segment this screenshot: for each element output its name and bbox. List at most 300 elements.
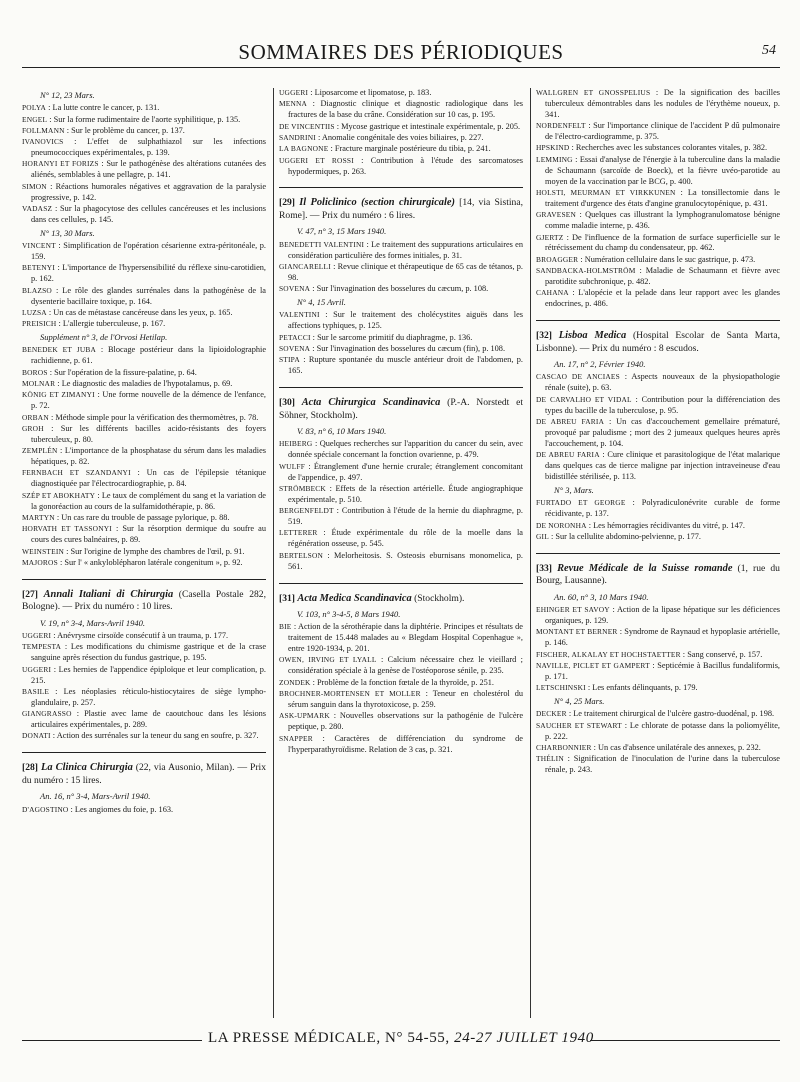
entry-author: BLAZSO	[22, 285, 52, 295]
entry-author: DE VINCENTIIS	[279, 121, 335, 131]
entry-title: : L'allergie tuberculeuse, p. 167.	[56, 319, 166, 329]
entry-title: : De l'influence de la formation de surface superficielle sur le rétrécissement du champ du condensateur, pp. 462.	[545, 232, 780, 253]
article-entry	[22, 424, 266, 446]
entry-title: : Les hémorragies récidivantes du vitré, p. 147.	[586, 520, 745, 530]
entry-title: : Cure clinique et parasitologique de l'état malarique dans quelques cas de tierce maligne par injection intraveineuse d'eau bidistillée stérilisée, p. 113.	[545, 450, 780, 482]
entry-author: DE NORONHA	[536, 520, 587, 530]
entry-author: BERGENFELDT	[279, 506, 334, 516]
article-entry	[22, 805, 266, 816]
article-entry	[22, 286, 266, 308]
article-entry	[22, 345, 266, 367]
entry-title: : La lutte contre le cancer, p. 131.	[46, 103, 160, 113]
entry-author: SIMON	[22, 181, 47, 191]
entry-title: : Action de la sérothérapie dans la diphtérie. Principes et résultats de traitement de 15.448 malades au « Blegdam Hospital Copenhague », entre 1920-1934, p. 201.	[288, 622, 523, 654]
journal-name: Annali Italiani di Chirurgia	[43, 588, 174, 600]
entry-title: : Sur l' « ankyloblépharon latérale congenitum », p. 92.	[57, 557, 243, 567]
column-3	[536, 88, 780, 1018]
journal-number: [33]	[536, 562, 552, 574]
article-entry	[536, 255, 780, 266]
journal-name: Acta Medica Scandinavica	[297, 592, 412, 604]
entry-title: : Sur l'invagination des bosselures du cæcum, p. 108.	[310, 284, 489, 294]
entry-title: : Effets de la résection artérielle. Étude angiographique expérimentale, p. 510.	[288, 483, 523, 504]
article-entry	[536, 743, 780, 754]
issue-heading: N° 4, 15 Avril.	[297, 297, 346, 308]
article-entry	[22, 524, 266, 546]
section-separator	[279, 583, 523, 584]
entry-author: FERNBACH ET SZANDANYI	[22, 468, 131, 478]
page-footer	[22, 1030, 780, 1054]
footer-rule	[22, 1040, 202, 1041]
journal-details: (1, rue du Bourg, Lausanne).	[536, 562, 780, 587]
article-entry	[22, 390, 266, 412]
article-entry	[279, 144, 523, 155]
entry-title: : Un cas d'accouchement gemellaire prématuré, provoqué par paludisme ; mort des 2 jumeaux quelques heures après l'accouchement, p. 104.	[545, 417, 780, 448]
entry-title: : Fracture marginale postérieure du tibia, p. 241.	[328, 144, 491, 154]
entry-author: SANDBACKA-HOLMSTRÖM	[536, 266, 636, 276]
entry-title: : Les modifications du chimisme gastrique et de la crase sanguine après résection du fundus gastrique, p. 195.	[31, 642, 266, 663]
entry-title: : Problème de la fonction fœtale de la thyroïde, p. 251.	[310, 677, 494, 687]
entry-author: MONTANT ET BERNER	[536, 627, 618, 637]
entry-title: : Un cas de l'épilepsie tétanique diagnostiquée par l'électrocardiographie, p. 84.	[31, 468, 266, 489]
article-entry	[536, 288, 780, 310]
entry-author: LA BAGNONE	[279, 144, 329, 154]
entry-title: : Caractères de différenciation du syndrome de l'hyperparathyroïdisme. Relation de 3 cas, p. 321.	[288, 733, 523, 754]
issue-heading: V. 47, n° 3, 15 Mars 1940.	[297, 226, 387, 237]
entry-author: VINCENT	[22, 241, 56, 251]
article-entry	[22, 137, 266, 159]
entry-author: HORANYI ET FORIZS	[22, 159, 99, 169]
entry-title: : Aspects nouveaux de la physiopathologie rénale (suite), p. 63.	[545, 372, 780, 393]
entry-title: : Sur l'importance clinique de l'accident P dû pulmonaire de l'électro-cardiogramme, p. 375.	[545, 121, 780, 142]
entry-title: : Maladie de Schaumann et fièvre avec parotidite subchronique, p. 482.	[545, 266, 780, 287]
article-entry	[279, 506, 523, 528]
journal-heading	[279, 592, 523, 606]
issue-heading: Supplément n° 3, de l'Orvosi Hetilap.	[40, 332, 168, 343]
issue-heading: N° 12, 23 Mars.	[40, 90, 95, 100]
entry-author: HOLSTI, MEURMAN ET VIRKKUNEN	[536, 188, 676, 197]
entry-author: UGGERI ET ROSSI	[279, 155, 354, 165]
article-entry	[22, 665, 266, 687]
article-entry	[536, 498, 780, 520]
page-title: SOMMAIRES DES PÉRIODIQUES	[238, 40, 564, 64]
article-entry	[536, 372, 780, 394]
article-entry	[279, 333, 523, 344]
article-entry	[22, 182, 266, 204]
article-entry	[536, 233, 780, 255]
footer-citation	[208, 1030, 594, 1047]
entry-author: STIPA	[279, 355, 300, 365]
article-entry	[22, 263, 266, 285]
article-entry	[279, 284, 523, 295]
column-divider	[273, 88, 274, 1018]
article-entry	[279, 462, 523, 484]
article-entry	[279, 99, 523, 121]
entry-author: FURTADO ET GEORGE	[536, 498, 626, 508]
footer-journal: LA PRESSE MÉDICALE, N° 54-55,	[208, 1030, 450, 1046]
entry-title: : Sur l'invagination des bosselures du cæcum (fin), p. 108.	[310, 343, 506, 353]
entry-author: ASK-UPMARK	[279, 711, 330, 721]
section-separator	[22, 752, 266, 753]
entry-title: : Réactions humorales négatives et aggravation de la paralysie progressive, p. 142.	[31, 181, 266, 202]
section-separator	[536, 320, 780, 321]
page-number: 54	[762, 43, 776, 58]
entry-title: : Anévrysme cirsoïde consécutif à un trauma, p. 177.	[51, 631, 229, 641]
entry-title: : Un cas d'absence unilatérale des annexes, p. 232.	[591, 742, 761, 752]
journal-heading	[536, 562, 780, 588]
entry-title: : Septicémie à Bacillus fundaliformis, p. 171.	[545, 660, 780, 681]
entry-title: : Diagnostic clinique et diagnostic radiologique dans les fractures de la base du crâne. Considération sur 10 cas, p. 195.	[288, 99, 523, 120]
journal-details: [14, via Sistina, Rome]. — Prix du numéro : 6 lires.	[279, 197, 523, 221]
article-entry	[536, 155, 780, 188]
page-header	[22, 34, 780, 68]
journal-number: [31]	[279, 592, 295, 604]
entry-title: : Recherches avec les substances colorantes vitales, p. 382.	[569, 143, 768, 153]
issue-heading: N° 3, Mars.	[554, 485, 594, 496]
article-entry	[22, 631, 266, 642]
entry-author: FISCHER, ALKALAY ET HOCHSTAETTER	[536, 649, 681, 659]
entry-title: : Sur la phagocytose des cellules cancéreuses et les inclusions dans ces cellules, p. 145.	[31, 204, 266, 224]
entry-author: BIE	[279, 622, 292, 632]
article-entry	[22, 319, 266, 330]
article-entry	[22, 241, 266, 263]
entry-title: : Mycose gastrique et intestinale expérimentale, p. 205.	[334, 121, 521, 131]
article-entry	[279, 262, 523, 284]
entry-author: SNAPPER	[279, 733, 313, 743]
entry-title: : Sang conservé, p. 157.	[680, 649, 763, 659]
entry-author: LUZSA	[22, 307, 47, 317]
column-1	[22, 88, 266, 1018]
article-entry	[536, 143, 780, 154]
entry-title: : Les enfants délinquants, p. 179.	[585, 683, 698, 693]
entry-title: : Liposarcome et lipomatose, p. 183.	[308, 88, 432, 97]
article-entry	[536, 683, 780, 694]
entry-author: BASILE	[22, 686, 50, 696]
entry-title: : Sur l'opération de la fissure-palatine, p. 64.	[47, 367, 197, 377]
entry-author: DE ABREU FARIA	[536, 417, 605, 426]
article-entry	[536, 521, 780, 532]
article-entry	[536, 210, 780, 232]
entry-author: SAUCHER ET STEWART	[536, 720, 622, 730]
entry-title: : Melorheitosis. S. Osteosis eburnisans monomelica, p. 561.	[288, 550, 523, 571]
entry-title: : Simplification de l'opération césarienne extra-péritonéale, p. 159.	[31, 241, 266, 262]
issue-heading: An. 17, n° 2, Février 1940.	[554, 359, 646, 370]
article-entry	[279, 711, 523, 733]
entry-author: GIL	[536, 531, 549, 541]
entry-author: DE ABREU FARIA	[536, 450, 600, 460]
article-entry	[536, 754, 780, 776]
article-entry	[279, 344, 523, 355]
entry-title: : Calcium nécessaire chez le vieillard ; considération spéciale à la genèse de l'ostéoporose sénile, p. 235.	[288, 655, 523, 676]
entry-author: GIANCARELLI	[279, 261, 331, 271]
entry-title: : Action des surrénales sur la teneur du sang en soufre, p. 327.	[50, 731, 259, 741]
entry-title: : Le rôle des glandes surrénales dans la pathogénèse de la dysenterie bacillaire toxique, p. 164.	[31, 285, 266, 306]
issue-heading: V. 83, n° 6, 10 Mars 1940.	[297, 426, 387, 437]
entry-author: FOLLMANN	[22, 125, 65, 135]
entry-title: : Rupture spontanée du muscle antérieur droit de l'abdomen, p. 165.	[288, 355, 523, 376]
entry-author: VADASZ	[22, 204, 53, 213]
article-entry	[536, 650, 780, 661]
entry-author: ZEMPLÉN	[22, 446, 58, 456]
article-entry	[279, 622, 523, 655]
article-entry	[22, 204, 266, 226]
journal-name: Lisboa Medica	[558, 330, 627, 342]
entry-title: : Sur l'origine de lymphe des chambres de l'œil, p. 91.	[64, 546, 245, 556]
entry-author: BENEDEK ET JUBA	[22, 345, 97, 355]
journal-heading	[279, 196, 523, 222]
issue-heading: V. 103, n° 3-4-5, 8 Mars 1940.	[297, 609, 401, 620]
entry-title: : Sur le problème du cancer, p. 137.	[64, 125, 185, 135]
entry-title: : Contribution à l'étude de la hernie du diaphragme, p. 519.	[288, 506, 523, 527]
journal-details: (Stockholm).	[411, 592, 465, 604]
column-2	[279, 88, 523, 1018]
entry-author: VALENTINI	[279, 310, 320, 320]
entry-author: WULFF	[279, 461, 306, 471]
entry-title: : Étranglement d'une hernie crurale; étranglement concomitant de l'appendice, p. 497.	[288, 461, 523, 482]
entry-author: ENGEL	[22, 114, 48, 124]
journal-heading	[536, 329, 780, 355]
entry-title: : Une forme nouvelle de la démence de l'enfance, p. 72.	[31, 390, 266, 411]
article-entry	[536, 88, 780, 121]
journal-number: [32]	[536, 330, 552, 342]
journal-number: [29]	[279, 197, 295, 209]
entry-author: WEINSTEIN	[22, 546, 65, 556]
footer-rule	[590, 1040, 780, 1041]
article-entry	[279, 240, 523, 262]
entry-author: LETSCHINSKI	[536, 683, 586, 693]
entry-title: : Quelques cas illustrant la lymphogranulomatose bénigne comme maladie interne, p. 436.	[545, 210, 780, 231]
entry-title: : Le traitement des suppurations articulaires en considération particulière des formes initiales, p. 31.	[288, 239, 523, 260]
entry-title: : Sur le sarcome primitif du diaphragme, p. 136.	[310, 332, 473, 342]
article-entry	[22, 642, 266, 664]
entry-author: PREISICH	[22, 319, 57, 329]
issue-heading: N° 4, 25 Mars.	[554, 696, 605, 707]
entry-title: : Sur les différents bacilles acido-résistants des foyers tuberculeux, p. 80.	[31, 423, 266, 444]
article-entry	[279, 689, 523, 711]
entry-title: : Revue clinique et thérapeutique de 65 cas de tétanos, p. 98.	[288, 261, 523, 282]
journal-number: [28]	[22, 762, 38, 774]
entry-author: IVANOVICS	[22, 137, 64, 147]
article-entry	[536, 721, 780, 743]
entry-title: : Le diagnostic des maladies de l'hypotalamus, p. 69.	[55, 378, 233, 388]
entry-author: GROH	[22, 423, 44, 433]
entry-author: OWEN, IRVING ET LYALL	[279, 655, 377, 665]
footer-date: 24-27 JUILLET 1940	[454, 1030, 594, 1046]
entry-author: BOROS	[22, 367, 48, 377]
journal-name: Revue Médicale de la Suisse romande	[557, 562, 733, 574]
article-entry	[22, 547, 266, 558]
article-entry	[22, 491, 266, 513]
article-entry	[279, 678, 523, 689]
entry-author: LEMMING	[536, 154, 573, 164]
article-entry	[279, 133, 523, 144]
entry-author: EHINGER ET SAVOY	[536, 604, 610, 614]
entry-author: UGGERI	[279, 88, 309, 97]
journal-name: Acta Chirurgica Scandinavica	[301, 397, 441, 409]
entry-title: : Sur la cellulite abdomino-pelvienne, p. 177.	[548, 531, 701, 541]
entry-title: : Sur la résorption dermique du soufre au cours des cures balnéaires, p. 89.	[31, 524, 266, 545]
article-entry	[22, 731, 266, 742]
entry-author: GRAVESEN	[536, 210, 577, 220]
entry-author: MOLNAR	[22, 378, 56, 388]
entry-title: : Sur le traitement des cholécystites aiguës dans les affections typhiques, p. 125.	[288, 310, 523, 331]
article-entry	[279, 88, 523, 99]
issue-heading: An. 60, n° 3, 10 Mars 1940.	[554, 591, 649, 602]
entry-author: HPSKIND	[536, 143, 570, 153]
journal-name: La Clinica Chirurgia	[40, 762, 133, 774]
entry-author: SZÉP ET ABOKHATY	[22, 490, 96, 500]
column-divider	[530, 88, 531, 1018]
entry-title: : Polyradiculonévrite curable de forme récidivante, p. 137.	[545, 498, 780, 519]
entry-title: : Numération cellulaire dans le suc gastrique, p. 473.	[578, 254, 756, 264]
article-entry	[279, 551, 523, 573]
article-entry	[22, 159, 266, 181]
entry-author: MARTYN	[22, 512, 55, 522]
entry-author: ORBAN	[22, 412, 49, 422]
entry-author: D'AGOSTINO	[22, 804, 69, 814]
section-separator	[279, 387, 523, 388]
journal-details: (Hospital Escolar de Santa Marta, Lisbonne). — Prix du numéro : 8 escudos.	[536, 330, 780, 354]
entry-author: BETENYI	[22, 263, 56, 273]
article-entry	[22, 446, 266, 468]
entry-title: : Le taux de complément du sang et la variation de la gonoréaction au cours de la sulfamidothérapie, p. 86.	[31, 490, 266, 511]
entry-title: : Sur le pathogénèse des altérations cutanées des aliénés, semblables à une pellagre, p. 141.	[31, 159, 266, 180]
article-entry	[536, 266, 780, 288]
entry-author: ZONDEK	[279, 677, 311, 687]
entry-title: : Un cas rare du trouble de passage pylorique, p. 88.	[54, 512, 230, 522]
journal-heading	[22, 588, 266, 614]
entry-author: SANDRINI	[279, 132, 316, 142]
journal-details: (22, via Ausonio, Milan). — Prix du numéro : 15 lires.	[22, 762, 266, 786]
article-entry	[279, 484, 523, 506]
entry-author: POLYA	[22, 103, 47, 113]
entry-title: : L'alopécie et la pelade dans leur rapport avec les glandes endocrines, p. 486.	[545, 288, 780, 309]
article-entry	[279, 122, 523, 133]
article-entry	[22, 115, 266, 126]
entry-author: CASCAO DE ANCIAES	[536, 372, 620, 382]
entry-author: THÉLIN	[536, 754, 564, 764]
entry-title: : Blocage postérieur dans la lipioidolographie rachidienne, p. 61.	[31, 345, 266, 366]
entry-author: CAHANA	[536, 288, 569, 298]
entry-title: : Action de la lipase hépatique sur les déficiences organiques, p. 129.	[545, 604, 780, 625]
article-entry	[536, 709, 780, 720]
entry-title: : Le chlorate de potasse dans la poliomyélite, p. 222.	[545, 720, 780, 741]
entry-title: : Syndrome de Raynaud et hypoplasie artérielle, p. 146.	[545, 627, 780, 648]
entry-author: UGGERI	[22, 664, 52, 674]
entry-author: NAVILLE, PICLET ET GAMPERT	[536, 660, 650, 670]
entry-title: : L'effet de sulphathiazol sur les infections pneumococciques expérimentales, p. 139.	[31, 137, 266, 158]
entry-author: KÖNIG ET ZIMANYI	[22, 390, 95, 400]
article-entry	[22, 126, 266, 137]
entry-author: CHARBONNIER	[536, 742, 592, 752]
entry-title: : Étude expérimentale du rôle de la moelle dans la régénération osseuse, p. 545.	[288, 528, 523, 549]
article-entry	[22, 709, 266, 731]
entry-title: : De la signification des bacilles tuberculeux démontrables dans les nodules de l'érythème noueux, p. 341.	[545, 88, 780, 119]
entry-author: WALLGREN ET GNOSSPELIUS	[536, 88, 651, 97]
entry-author: GJERTZ	[536, 232, 564, 242]
article-columns	[22, 88, 780, 1018]
entry-author: DECKER	[536, 709, 567, 719]
entry-author: BROCHNER-MORTENSEN ET MOLLER	[279, 689, 421, 699]
article-entry	[536, 395, 780, 417]
section-separator	[536, 553, 780, 554]
article-entry	[22, 513, 266, 524]
entry-title: : Un cas de métastase cancéreuse dans les yeux, p. 165.	[46, 307, 233, 317]
journal-details: (P.-A. Norstedt et Söhner, Stockholm).	[279, 397, 523, 421]
journal-name: Il Policlinico (section chirurgicale)	[299, 197, 455, 209]
article-entry	[536, 188, 780, 210]
entry-title: : L'importance de la phosphatase du sérum dans les maladies hépatiques, p. 82.	[31, 446, 266, 467]
entry-title: : Le traitement chirurgical de l'ulcère gastro-duodénal, p. 198.	[566, 709, 775, 719]
entry-title: : Méthode simple pour la vérification des thermomètres, p. 78.	[48, 412, 259, 422]
entry-title: : Les angiomes du foie, p. 163.	[68, 804, 174, 814]
article-entry	[536, 532, 780, 543]
entry-title: : Sur la forme rudimentaire de l'aorte syphilitique, p. 135.	[47, 114, 241, 124]
article-entry	[279, 734, 523, 756]
entry-author: DONATI	[22, 731, 51, 741]
journal-heading	[22, 761, 266, 787]
entry-title: : Quelques recherches sur l'apparition du cancer du sein, avec donnée spéciale concernant la fonction ovarienne, p. 479.	[288, 439, 523, 460]
entry-author: BROAGGER	[536, 254, 579, 264]
entry-title: : Plastie avec lame de caoutchouc dans les lésions articulaires expérimentales, p. 289.	[31, 709, 266, 730]
entry-author: BENEDETTI VALENTINI	[279, 239, 365, 249]
entry-title: : La tonsillectomie dans le traitement d'urgence des états d'angine granulocytopénique, p. 431.	[545, 188, 780, 208]
entry-author: DE CARVALHO ET VIDAL	[536, 394, 632, 404]
entry-author: HORVATH ET TASSONYI	[22, 524, 112, 534]
entry-author: PETACCI	[279, 332, 311, 342]
issue-heading: V. 19, n° 3-4, Mars-Avril 1940.	[40, 617, 146, 628]
entry-author: GIANGRASSO	[22, 709, 72, 719]
journal-details: (Casella Postale 282, Bologne). — Prix du numéro : 10 lires.	[22, 588, 266, 613]
article-entry	[22, 687, 266, 709]
entry-title: : Nouvelles observations sur la pathogénie de l'ulcère peptique, p. 280.	[288, 711, 523, 732]
section-separator	[22, 579, 266, 580]
entry-author: HEIBERG	[279, 439, 313, 449]
article-entry	[279, 310, 523, 332]
entry-title: : L'importance de l'hypersensibilité du réflexe sinu-carotidien, p. 162.	[31, 263, 266, 284]
article-entry	[536, 417, 780, 450]
article-entry	[22, 103, 266, 114]
entry-title: : Les néoplasies réticulo-histiocytaires de siège lympho-glandulaire, p. 257.	[31, 686, 266, 707]
entry-title: : Contribution pour la différenciation des types du bacille de la tuberculose, p. 95.	[545, 394, 780, 415]
entry-title: : Anomalie congénitale des voies biliaires, p. 227.	[315, 132, 484, 142]
article-entry	[22, 308, 266, 319]
entry-title: : Les hernies de l'appendice épiploïque et leur complication, p. 215.	[31, 664, 266, 685]
article-entry	[536, 661, 780, 683]
entry-author: TEMPESTA	[22, 642, 62, 652]
journal-number: [27]	[22, 588, 38, 600]
entry-author: STRÖMBECK	[279, 483, 326, 493]
issue-heading: An. 16, n° 3-4, Mars-Avril 1940.	[40, 791, 151, 802]
entry-author: MENNA	[279, 99, 308, 109]
article-entry	[279, 528, 523, 550]
article-entry	[22, 558, 266, 569]
issue-heading: N° 13, 30 Mars.	[40, 227, 95, 238]
article-entry	[22, 468, 266, 490]
article-entry	[279, 439, 523, 461]
entry-author: SOVENA	[279, 284, 311, 294]
article-entry	[536, 627, 780, 649]
article-entry	[22, 379, 266, 390]
entry-author: MAJOROS	[22, 557, 58, 567]
entry-author: NORDENFELT	[536, 121, 586, 131]
entry-author: LETTERER	[279, 528, 318, 538]
entry-title: : Teneur en cholestérol du sérum sanguin dans la thyrotoxicose, p. 259.	[288, 689, 523, 710]
entry-title: : Essai d'analyse de l'énergie à la tuberculine dans la maladie de Schaumann (sarcoïde de Boeck), et la fièvre uvéo-parotide au moyen de la vaccination par le BCG, p. 400.	[545, 154, 780, 186]
article-entry	[536, 121, 780, 143]
section-separator	[279, 187, 523, 188]
journal-number: [30]	[279, 397, 295, 409]
journal-heading	[279, 396, 523, 422]
